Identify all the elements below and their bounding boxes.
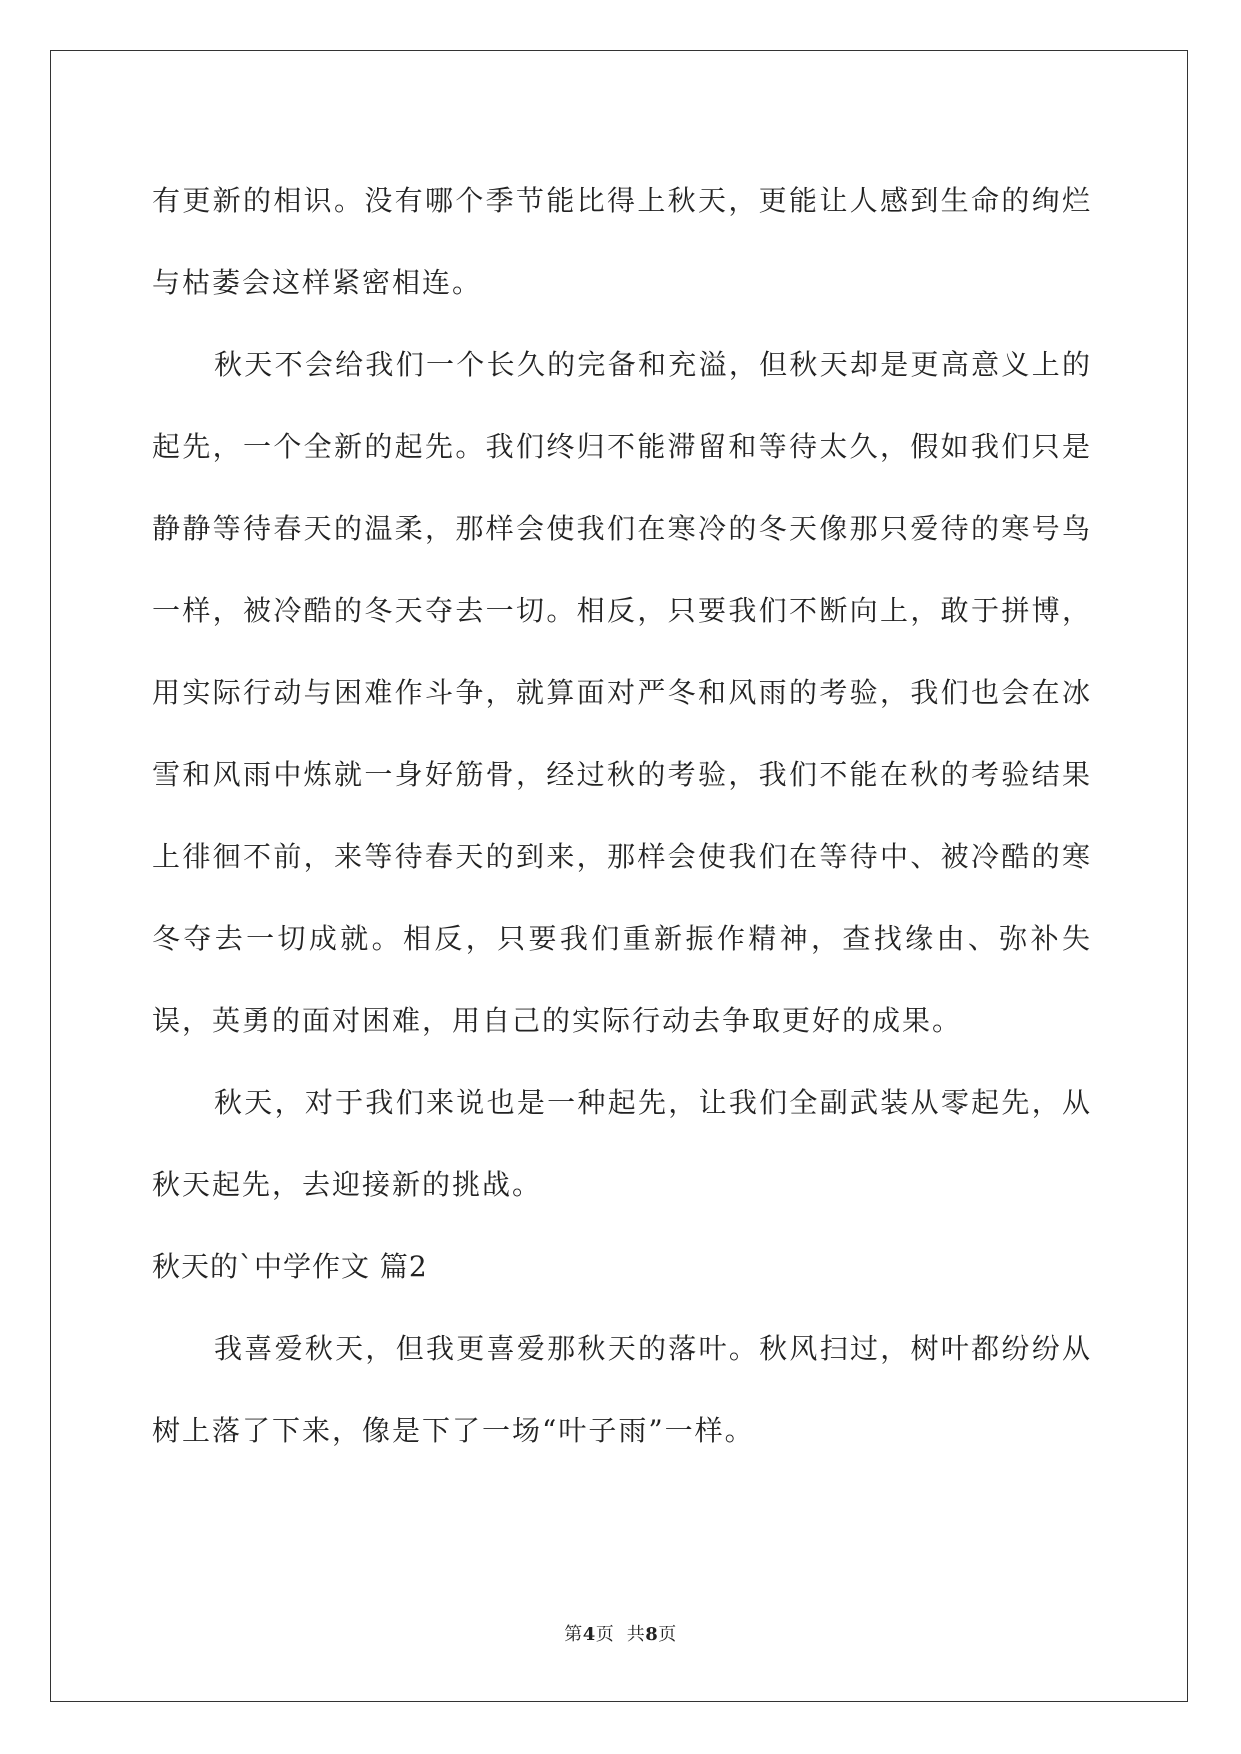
total-page-number: 8 xyxy=(645,1624,659,1645)
footer-middle: 页 共 xyxy=(595,1624,646,1645)
paragraph-2: 秋天不会给我们一个长久的完备和充溢，但秋天却是更高意义上的起先，一个全新的起先。我们终归不能滞留和等待太久，假如我们只是静静等待春天的温柔，那样会使我们在寒冷的冬天像那只爱待的寒号鸟一样，被冷酷的冬天夺去一切。相反，只要我们不断向上，敢于拼博，用实际行动与困难作斗争，就算面对严冬和风雨的考验，我们也会在冰雪和风雨中炼就一身好筋骨，经过秋的考验，我们不能在秋的考验结果上徘徊不前，来等待春天的到来，那样会使我们在等待中、被冷酷的寒冬夺去一切成就。相反，只要我们重新振作精神，查找缘由、弥补失误，英勇的面对困难，用自己的实际行动去争取更好的成果。 xyxy=(152,348,1092,1037)
footer-suffix: 页 xyxy=(658,1624,677,1645)
section-heading: 秋天的`中学作文 篇2 xyxy=(152,1250,428,1283)
paragraph-1: 有更新的相识。没有哪个季节能比得上秋天，更能让人感到生命的绚烂与枯萎会这样紧密相连。 xyxy=(152,184,1092,299)
document-body xyxy=(152,160,1092,1472)
footer-prefix: 第 xyxy=(564,1624,583,1645)
current-page-number: 4 xyxy=(582,1624,596,1645)
paragraph-4: 我喜爱秋天，但我更喜爱那秋天的落叶。秋风扫过，树叶都纷纷从树上落了下来，像是下了一场“叶子雨”一样。 xyxy=(152,1332,1092,1447)
page-footer xyxy=(0,1620,1241,1646)
paragraph-3: 秋天，对于我们来说也是一种起先，让我们全副武装从零起先，从秋天起先，去迎接新的挑战。 xyxy=(152,1086,1092,1201)
